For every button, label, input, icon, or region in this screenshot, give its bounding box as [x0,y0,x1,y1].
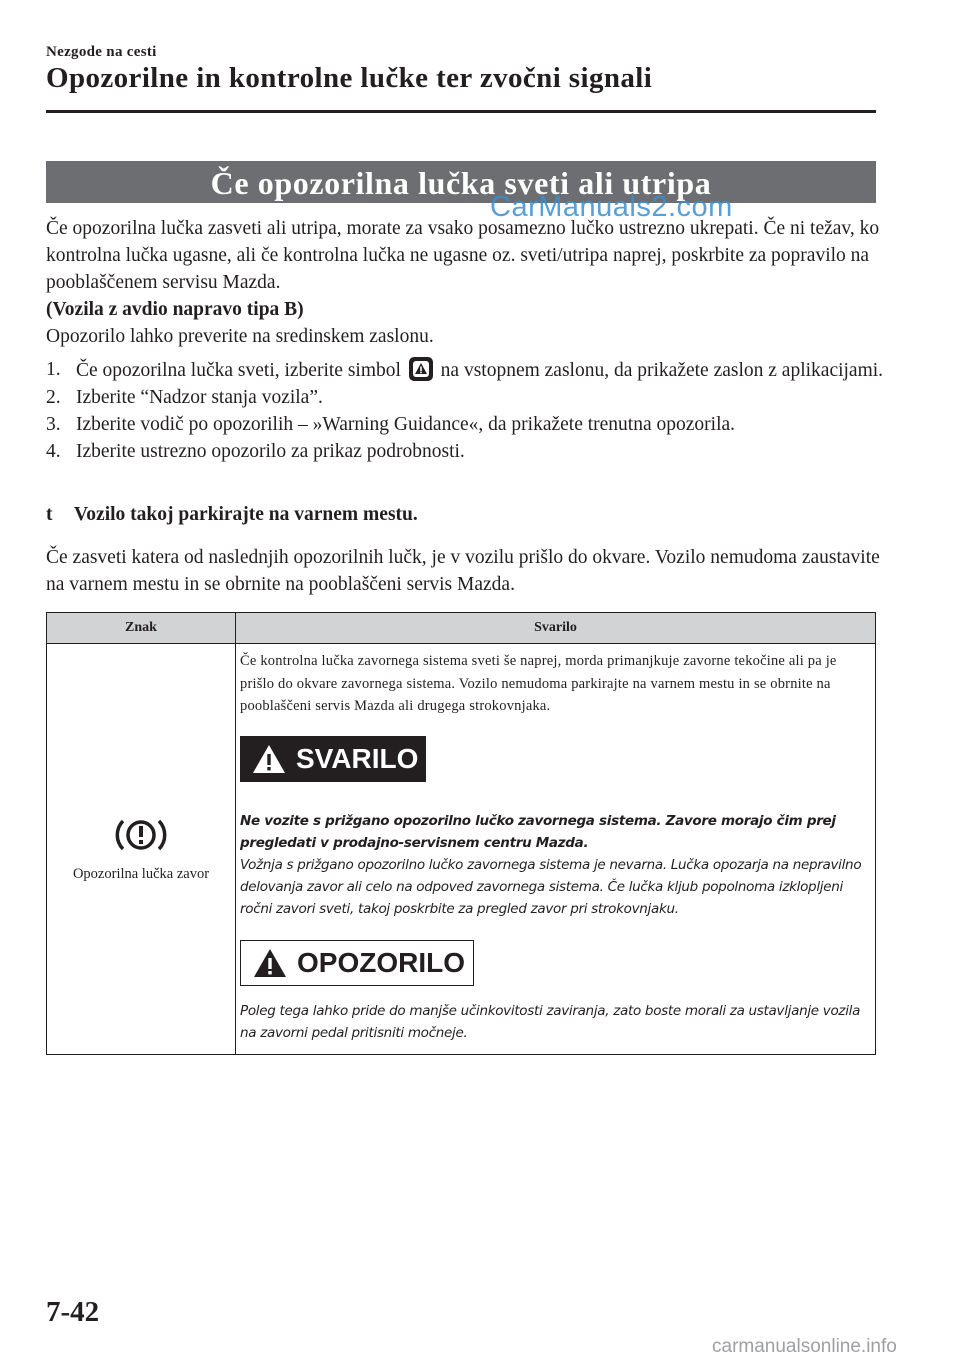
step-number: 1. [46,359,61,380]
signal-table [46,612,876,1055]
list-item [46,384,886,411]
table-row [47,644,876,1055]
caution-label: OPOZORILO [297,946,465,978]
description-cell [236,644,876,1055]
warning-badge [240,736,426,782]
audio-note: (Vozila z avdio napravo tipa B) [46,299,304,320]
warning-text: Vožnja s prižgano opozorilno lučko zavornega sistema je nevarna. Lučka opozarja na nepravilno delovanja zavor ali celo na odpoved zavornega sistema. Če lučka kljub popolnoma izklopljeni ročni zavori sveti, takoj poskrbite za pregled zavor pri strokovnjaku. [240,856,862,917]
subheading-text: Vozilo takoj parkirajte na varnem mestu. [74,504,418,525]
table-header-row [47,613,876,644]
subheading-marker: t [46,504,53,525]
warning-label: SVARILO [296,742,419,774]
symbol-label: Opozorilna lučka zavor [72,865,210,882]
footer-url: carmanualsonline.info [712,1336,897,1357]
header-rule [46,110,876,113]
intro-paragraph: Če opozorilna lučka zasveti ali utripa, morate za vsako posamezno lučko ustrezno ukrepati. Če ni težav, ko kontrolna lučka ugasne, ali če kontrolna lučka ne ugasne oz. sveti/utripa naprej, poskrbite za popravilo na pooblaščenem servisu Mazda. [46,218,880,293]
caution-text: Poleg tega lahko pride do manjše učinkovitosti zaviranja, zato boste morali za ustavljanje vozila na zavorni pedal pritisniti močneje. [240,1002,861,1041]
symbol-cell [47,644,236,1055]
step-text: Izberite vodič po opozorilih – »Warning Guidance«, da prikažete trenutna opozorila. [76,414,736,435]
step-number: 2. [46,387,61,408]
step-text: Izberite “Nadzor stanja vozila”. [76,387,323,408]
column-header-warning: Svarilo [236,613,876,644]
steps-list [46,356,886,465]
list-item [46,438,886,465]
list-item [46,356,886,384]
description-text: Če kontrolna lučka zavornega sistema sveti še naprej, morda primanjkuje zavorne tekočine ali pa je prišlo do okvare zavornega sistema. Vozilo nemudoma parkirajte na varnem mestu in se obrnite na pooblaščeni servis Mazda ali drugega strokovnjaka. [240,653,837,714]
chapter-title: Opozorilne in kontrolne lučke ter zvočni signali [46,62,653,94]
watermark: CarManuals2.com [490,191,733,223]
warning-bold-text: Ne vozite s prižgano opozorilno lučko zavornega sistema. Zavore morajo čim prej pregledati v prodajno-servisnem centru Mazda. [240,812,836,851]
subheading-paragraph: Če zasveti katera od naslednjih opozorilnih lučk, je v vozilu prišlo do okvare. Vozilo nemudoma zaustavite na varnem mestu in se obrnite na pooblaščeni servis Mazda. [46,547,880,595]
caution-triangle-icon [253,948,287,978]
column-header-symbol: Znak [47,613,236,644]
step-text-before: Če opozorilna lučka sveti, izberite simbol [76,360,401,381]
step-number: 3. [46,414,61,435]
step-text [76,356,886,384]
list-item [46,411,886,438]
warning-triangle-icon [252,744,286,774]
brake-warning-icon [112,815,170,855]
section-banner: Če opozorilna lučka sveti ali utripa [46,161,876,203]
step-text: Izberite ustrezno opozorilo za prikaz podrobnosti. [76,441,465,462]
caution-badge [240,940,474,986]
intro-paragraph-2: Opozorilo lahko preverite na sredinskem zaslonu. [46,326,434,347]
subheading [46,504,418,526]
app-icon [408,356,434,382]
page-number: 7-42 [46,1296,100,1328]
section-label: Nezgode na cesti [46,44,157,60]
step-number: 4. [46,441,61,462]
step-text-after: na vstopnem zaslonu, da prikažete zaslon z aplikacijami. [440,360,884,381]
